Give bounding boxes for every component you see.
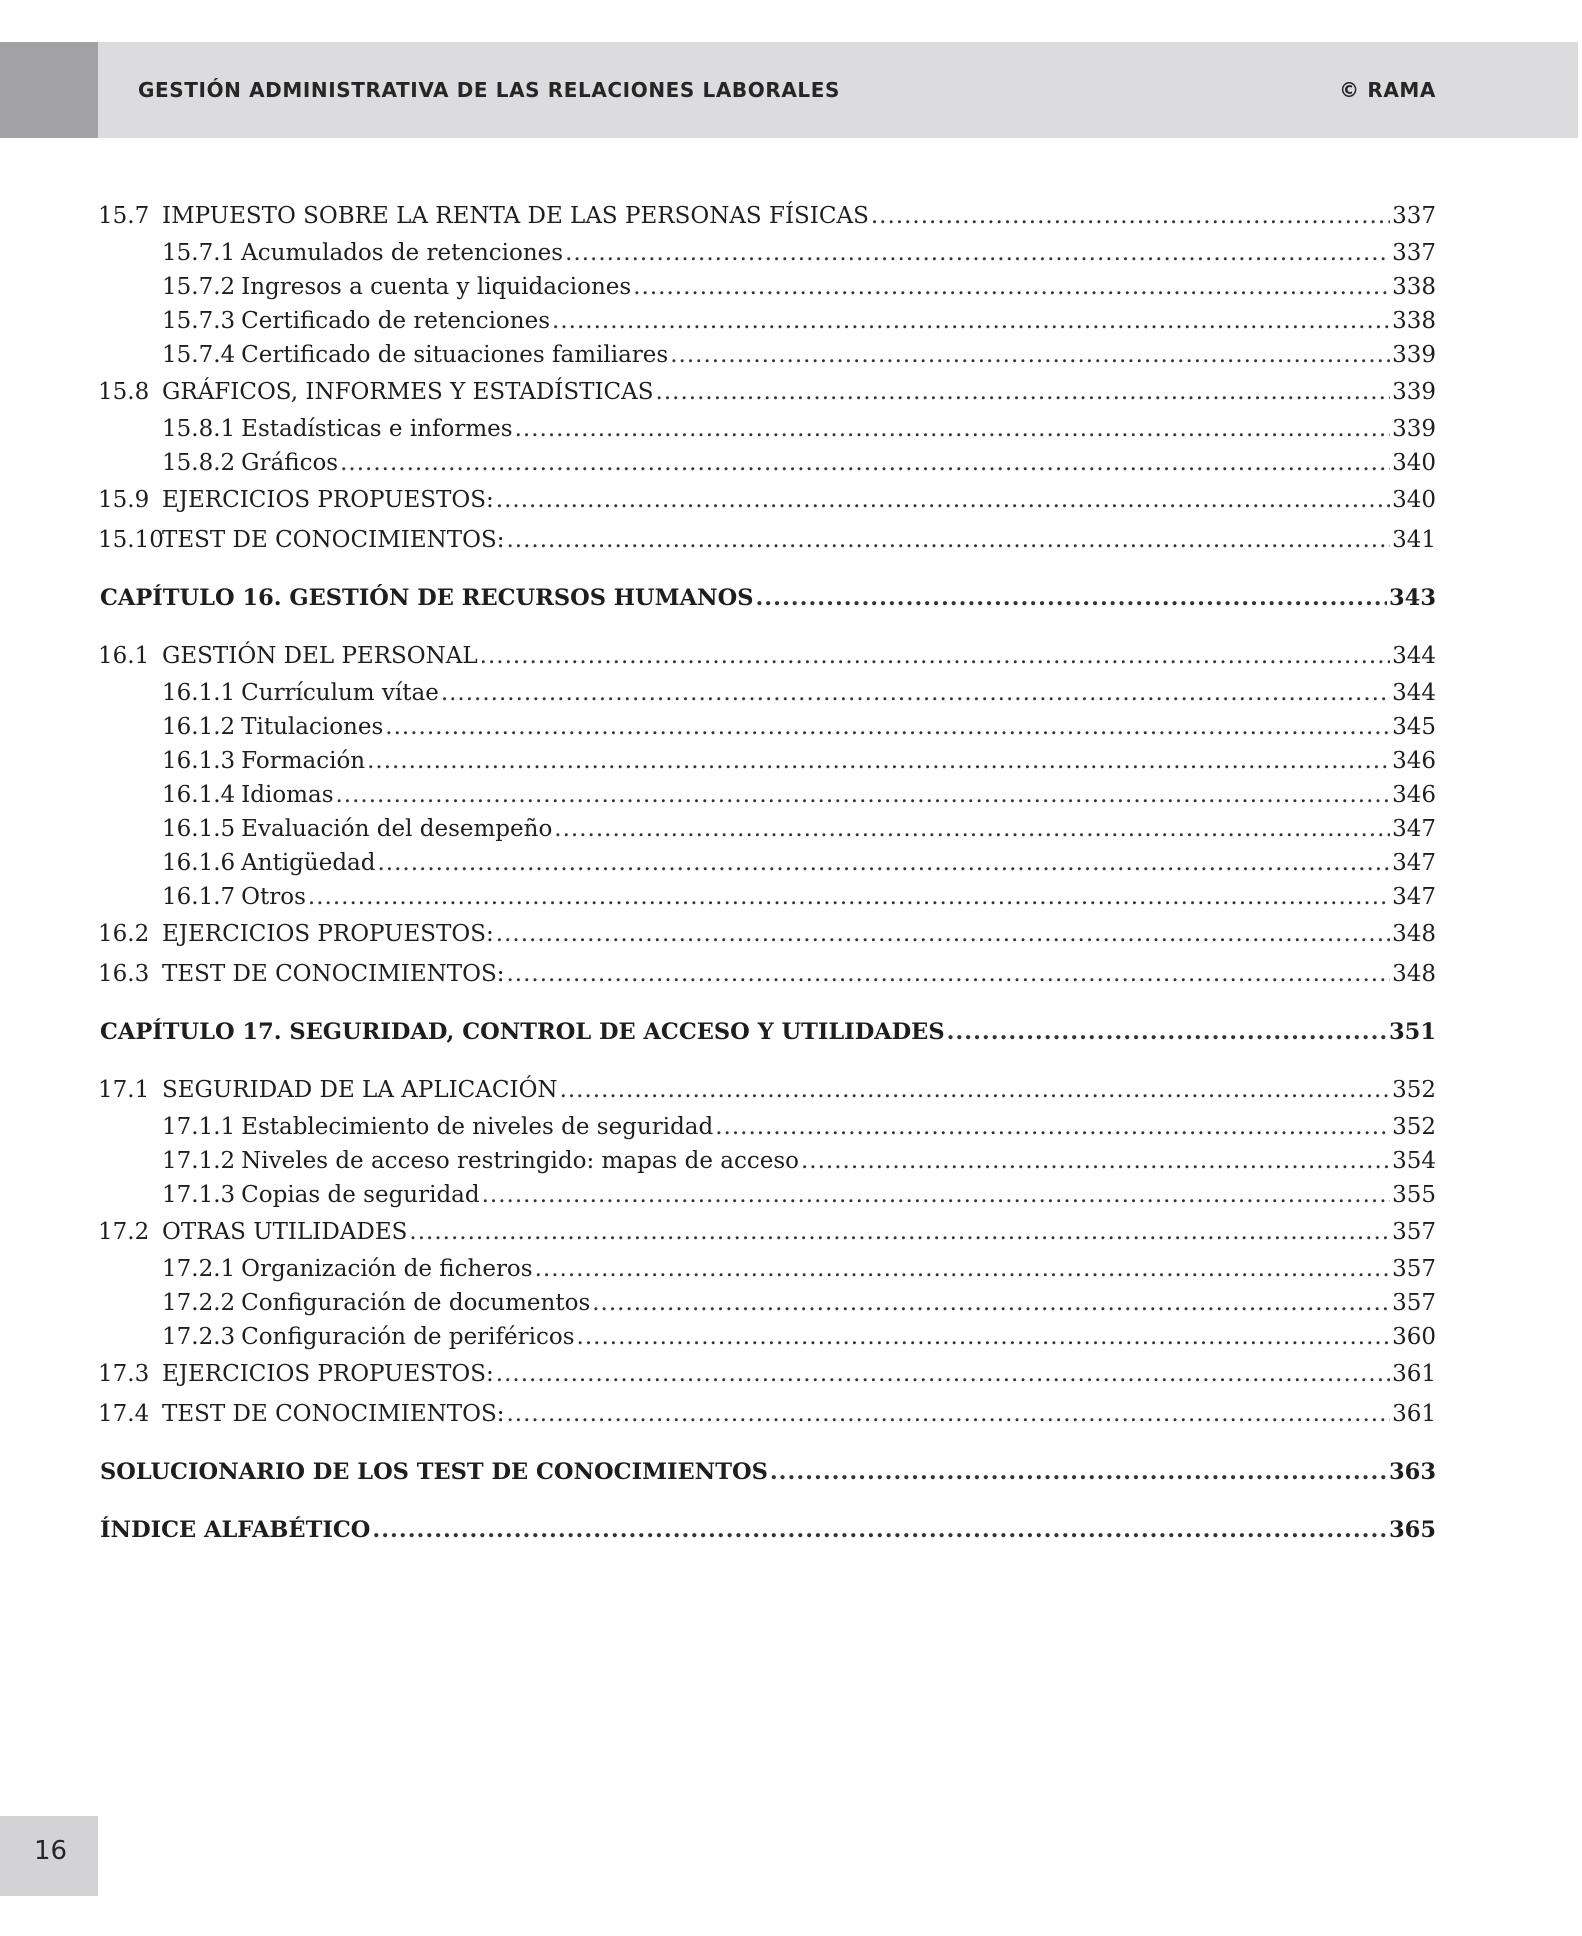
toc-chapter-entry[interactable] [98, 578, 1436, 618]
dot-leader [633, 270, 1390, 304]
dot-leader [308, 880, 1390, 914]
book-title: GESTIÓN ADMINISTRATIVA DE LAS RELACIONES LABORALES [138, 78, 841, 102]
dot-leader [409, 1212, 1390, 1252]
dot-leader [871, 196, 1390, 236]
toc-entry-title: GRÁFICOS, INFORMES Y ESTADÍSTICAS [162, 379, 654, 405]
dot-leader [656, 372, 1391, 412]
dot-leader [506, 1394, 1390, 1434]
toc-entry-title: ÍNDICE ALFABÉTICO [100, 1517, 371, 1543]
toc-entry-page: 338 [1392, 274, 1436, 300]
toc-entry-title: Estadísticas e informes [241, 416, 513, 442]
toc-subsection-entry[interactable] [98, 446, 1436, 480]
toc-entry-number: 16.1.7 [162, 884, 236, 910]
toc-entry-page: 340 [1392, 487, 1436, 513]
toc-entry-number: 17.4 [98, 1401, 150, 1427]
toc-section-entry[interactable] [98, 1354, 1436, 1394]
toc-entry-number: 15.8.2 [162, 450, 236, 476]
toc-entry-title: Ingresos a cuenta y liquidaciones [241, 274, 632, 300]
toc-section-entry[interactable] [98, 1212, 1436, 1252]
dot-leader [755, 578, 1387, 618]
toc-entry-title: SOLUCIONARIO DE LOS TEST DE CONOCIMIENTOS [100, 1459, 768, 1485]
toc-entry-number: 16.1.3 [162, 748, 236, 774]
toc-entry-number: 15.7 [98, 203, 150, 229]
toc-entry-page: 363 [1389, 1459, 1436, 1485]
toc-entry-title: Titulaciones [241, 714, 384, 740]
toc-subsection-entry[interactable] [98, 744, 1436, 778]
toc-entry-title: SEGURIDAD DE LA APLICACIÓN [162, 1077, 558, 1103]
toc-subsection-entry[interactable] [98, 812, 1436, 846]
dot-leader [506, 520, 1390, 560]
toc-entry-title: EJERCICIOS PROPUESTOS: [162, 921, 494, 947]
toc-entry-number: 16.1.1 [162, 680, 236, 706]
toc-entry-number: 17.2.3 [162, 1324, 236, 1350]
toc-entry-number: 17.1 [98, 1077, 150, 1103]
toc-entry-title: Formación [241, 748, 366, 774]
toc-section-entry[interactable] [98, 914, 1436, 954]
dot-leader [441, 676, 1390, 710]
toc-entry-number: 16.1.4 [162, 782, 236, 808]
toc-entry-page: 352 [1392, 1077, 1436, 1103]
toc-entry-title: Certificado de situaciones familiares [241, 342, 669, 368]
dot-leader [506, 954, 1390, 994]
toc-entry-title: Certificado de retenciones [241, 308, 551, 334]
toc-section-entry[interactable] [98, 1394, 1436, 1434]
toc-entry-number: 15.8.1 [162, 416, 236, 442]
toc-chapter-entry[interactable] [98, 1510, 1436, 1550]
toc-entry-page: 340 [1392, 450, 1436, 476]
toc-entry-number: 17.1.2 [162, 1148, 236, 1174]
toc-entry-number: 16.1 [98, 643, 150, 669]
dot-leader [577, 1320, 1391, 1354]
dot-leader [496, 1354, 1390, 1394]
toc-section-entry[interactable] [98, 520, 1436, 560]
toc-subsection-entry[interactable] [98, 1320, 1436, 1354]
dot-leader [367, 744, 1390, 778]
toc-subsection-entry[interactable] [98, 338, 1436, 372]
toc-entry-page: 365 [1389, 1517, 1436, 1543]
toc-entry-page: 345 [1392, 714, 1436, 740]
toc-subsection-entry[interactable] [98, 710, 1436, 744]
toc-entry-page: 360 [1392, 1324, 1436, 1350]
toc-entry-title: OTRAS UTILIDADES [162, 1219, 408, 1245]
toc-entry-page: 339 [1392, 379, 1436, 405]
toc-section-entry[interactable] [98, 480, 1436, 520]
toc-entry-title: Currículum vítae [241, 680, 439, 706]
toc-section-entry[interactable] [98, 636, 1436, 676]
toc-chapter-entry[interactable] [98, 1012, 1436, 1052]
toc-entry-page: 347 [1392, 884, 1436, 910]
toc-entry-number: 16.2 [98, 921, 150, 947]
toc-subsection-entry[interactable] [98, 412, 1436, 446]
toc-entry-title: Organización de ficheros [241, 1256, 533, 1282]
toc-subsection-entry[interactable] [98, 1144, 1436, 1178]
dot-leader [480, 636, 1390, 676]
toc-subsection-entry[interactable] [98, 1178, 1436, 1212]
toc-entry-page: 347 [1392, 816, 1436, 842]
toc-entry-page: 348 [1392, 961, 1436, 987]
toc-entry-number: 15.7.4 [162, 342, 236, 368]
toc-entry-page: 337 [1392, 203, 1436, 229]
dot-leader [715, 1110, 1390, 1144]
dot-leader [560, 1070, 1391, 1110]
toc-section-entry[interactable] [98, 372, 1436, 412]
dot-leader [670, 338, 1390, 372]
toc-entry-title: TEST DE CONOCIMIENTOS: [162, 527, 505, 553]
toc-entry-title: TEST DE CONOCIMIENTOS: [162, 1401, 505, 1427]
toc-entry-page: 354 [1392, 1148, 1436, 1174]
toc-entry-number: 15.9 [98, 487, 150, 513]
dot-leader [554, 812, 1390, 846]
toc-subsection-entry[interactable] [98, 270, 1436, 304]
toc-entry-title: Antigüedad [241, 850, 376, 876]
toc-entry-title: EJERCICIOS PROPUESTOS: [162, 1361, 494, 1387]
toc-entry-number: 17.1.3 [162, 1182, 236, 1208]
dot-leader [377, 846, 1390, 880]
dot-leader [552, 304, 1390, 338]
toc-entry-title: GESTIÓN DEL PERSONAL [162, 643, 478, 669]
toc-subsection-entry[interactable] [98, 846, 1436, 880]
toc-entry-page: 357 [1392, 1256, 1436, 1282]
toc-entry-page: 348 [1392, 921, 1436, 947]
dot-leader [770, 1452, 1387, 1492]
toc-entry-number: 17.2.2 [162, 1290, 236, 1316]
dot-leader [385, 710, 1390, 744]
toc-section-entry[interactable] [98, 1070, 1436, 1110]
toc-subsection-entry[interactable] [98, 236, 1436, 270]
toc-subsection-entry[interactable] [98, 880, 1436, 914]
toc-subsection-entry[interactable] [98, 1286, 1436, 1320]
toc-entry-page: 352 [1392, 1114, 1436, 1140]
dot-leader [336, 778, 1391, 812]
toc-entry-number: 15.7.3 [162, 308, 236, 334]
toc-entry-number: 15.10 [98, 527, 164, 553]
toc-entry-title: CAPÍTULO 16. GESTIÓN DE RECURSOS HUMANOS [100, 585, 754, 611]
dot-leader [801, 1144, 1390, 1178]
toc-entry-page: 337 [1392, 240, 1436, 266]
toc-entry-page: 344 [1392, 680, 1436, 706]
toc-entry-page: 344 [1392, 643, 1436, 669]
toc-entry-title: IMPUESTO SOBRE LA RENTA DE LAS PERSONAS FÍSICAS [162, 203, 869, 229]
toc-entry-number: 16.3 [98, 961, 150, 987]
toc-subsection-entry[interactable] [98, 304, 1436, 338]
toc-entry-number: 15.7.2 [162, 274, 236, 300]
toc-entry-title: Configuración de periféricos [241, 1324, 575, 1350]
dot-leader [592, 1286, 1390, 1320]
toc-entry-title: Gráficos [241, 450, 339, 476]
toc-chapter-entry[interactable] [98, 1452, 1436, 1492]
toc-entry-page: 343 [1389, 585, 1436, 611]
toc-entry-title: TEST DE CONOCIMIENTOS: [162, 961, 505, 987]
dot-leader [565, 236, 1390, 270]
table-of-contents [98, 196, 1436, 1550]
dot-leader [372, 1510, 1387, 1550]
toc-entry-page: 351 [1389, 1019, 1436, 1045]
toc-entry-page: 357 [1392, 1219, 1436, 1245]
dot-leader [515, 412, 1391, 446]
dot-leader [496, 480, 1390, 520]
toc-entry-number: 17.1.1 [162, 1114, 236, 1140]
toc-entry-number: 17.3 [98, 1361, 150, 1387]
toc-entry-title: Configuración de documentos [241, 1290, 591, 1316]
dot-leader [482, 1178, 1390, 1212]
toc-entry-title: Evaluación del desempeño [241, 816, 553, 842]
toc-entry-title: Copias de seguridad [241, 1182, 480, 1208]
toc-section-entry[interactable] [98, 196, 1436, 236]
toc-entry-number: 17.2.1 [162, 1256, 236, 1282]
toc-entry-number: 16.1.2 [162, 714, 236, 740]
toc-entry-page: 341 [1392, 527, 1436, 553]
page-number: 16 [34, 1836, 68, 1866]
dot-leader [340, 446, 1390, 480]
dot-leader [947, 1012, 1387, 1052]
toc-entry-page: 346 [1392, 782, 1436, 808]
toc-entry-page: 339 [1392, 342, 1436, 368]
toc-entry-title: CAPÍTULO 17. SEGURIDAD, CONTROL DE ACCESO Y UTILIDADES [100, 1019, 945, 1045]
publisher-label: © RAMA [1339, 78, 1436, 102]
toc-entry-title: Establecimiento de niveles de seguridad [241, 1114, 714, 1140]
toc-subsection-entry[interactable] [98, 1252, 1436, 1286]
toc-entry-title: Niveles de acceso restringido: mapas de acceso [241, 1148, 799, 1174]
toc-subsection-entry[interactable] [98, 1110, 1436, 1144]
toc-entry-page: 361 [1392, 1361, 1436, 1387]
toc-entry-number: 16.1.5 [162, 816, 236, 842]
toc-section-entry[interactable] [98, 954, 1436, 994]
toc-entry-title: Otros [241, 884, 306, 910]
toc-entry-page: 339 [1392, 416, 1436, 442]
toc-subsection-entry[interactable] [98, 676, 1436, 710]
dot-leader [535, 1252, 1391, 1286]
toc-entry-title: Idiomas [241, 782, 334, 808]
toc-entry-title: EJERCICIOS PROPUESTOS: [162, 487, 494, 513]
toc-entry-number: 15.8 [98, 379, 150, 405]
toc-entry-number: 17.2 [98, 1219, 150, 1245]
toc-entry-page: 361 [1392, 1401, 1436, 1427]
toc-entry-page: 347 [1392, 850, 1436, 876]
toc-subsection-entry[interactable] [98, 778, 1436, 812]
toc-entry-number: 16.1.6 [162, 850, 236, 876]
header-accent-block [0, 42, 98, 138]
toc-entry-page: 346 [1392, 748, 1436, 774]
toc-entry-page: 338 [1392, 308, 1436, 334]
dot-leader [496, 914, 1390, 954]
toc-entry-title: Acumulados de retenciones [241, 240, 564, 266]
toc-entry-number: 15.7.1 [162, 240, 236, 266]
toc-entry-page: 357 [1392, 1290, 1436, 1316]
toc-entry-page: 355 [1392, 1182, 1436, 1208]
